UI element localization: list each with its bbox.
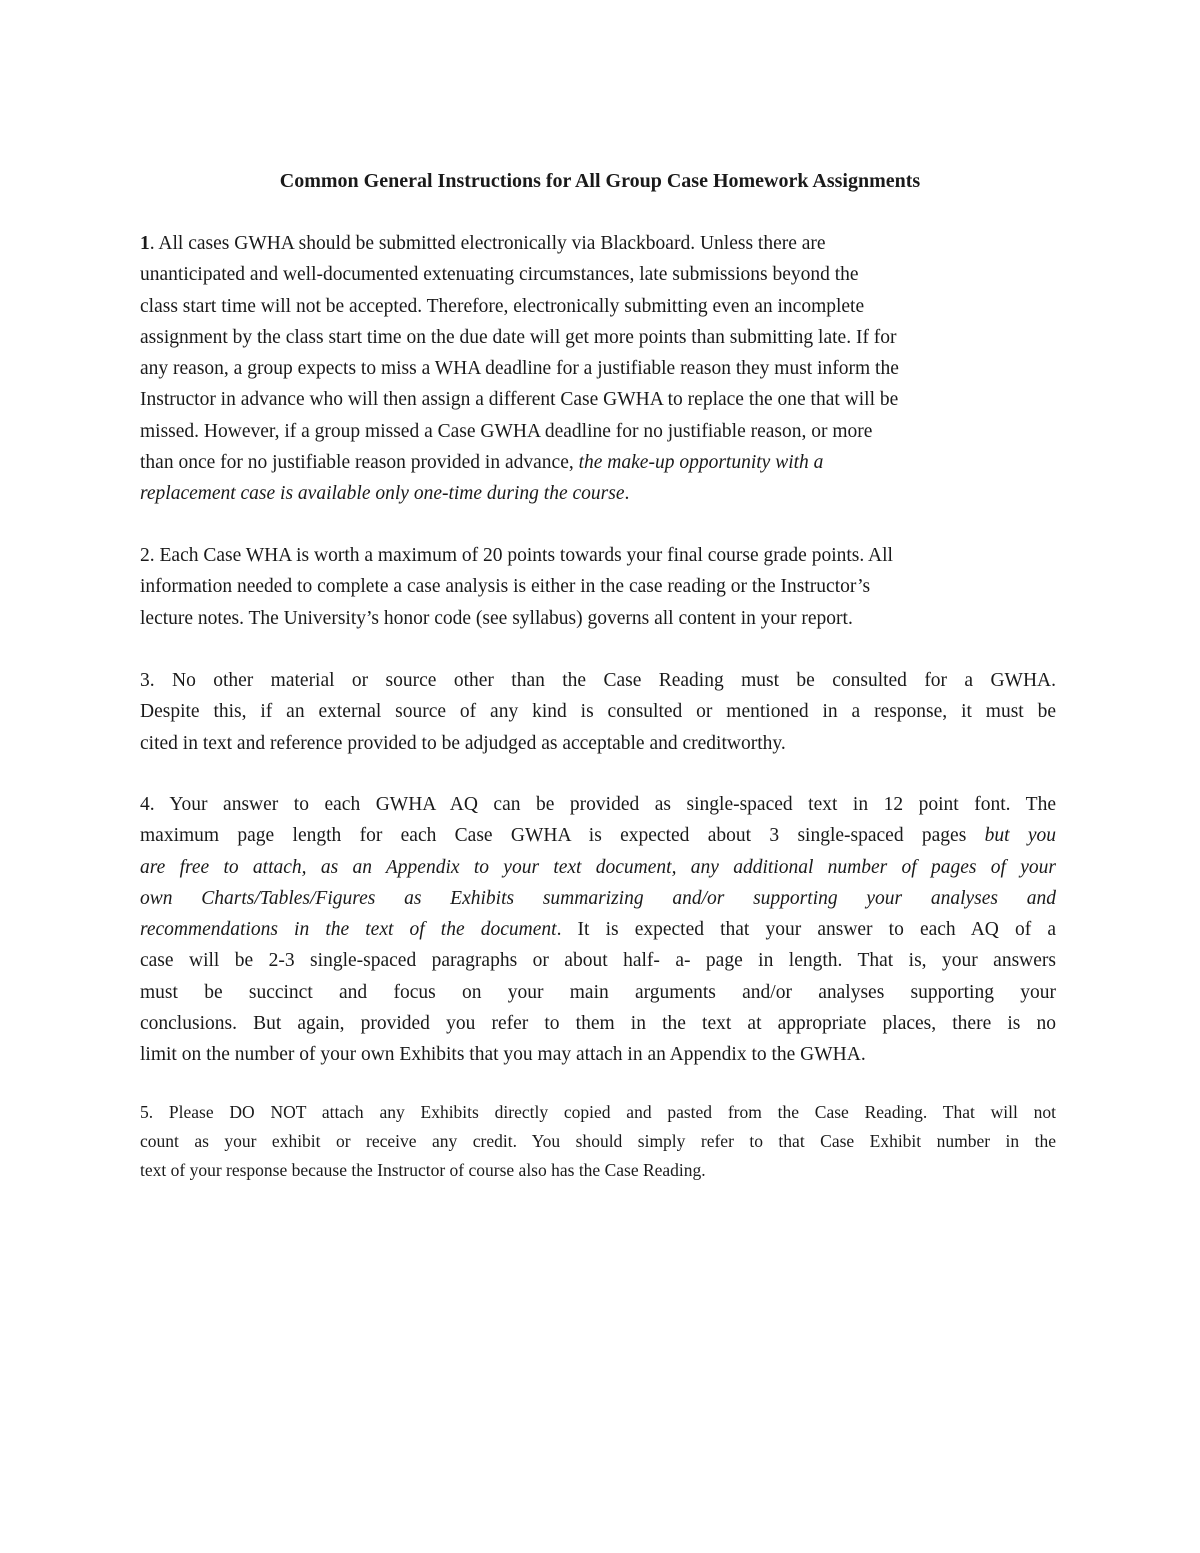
text-line: [140, 322, 1056, 353]
document-title: Common General Instructions for All Group Case Homework Assignments: [279, 170, 921, 192]
text-segment: text of your response because the Instructor of course also has the Case Reading.: [140, 1160, 706, 1180]
text-line: [140, 977, 1056, 1008]
text-line: [140, 384, 1056, 415]
text-line: [140, 353, 1056, 384]
text-line: [140, 571, 1056, 602]
text-line: [140, 852, 1056, 883]
text-line: [140, 665, 1056, 696]
text-line: [140, 696, 1056, 727]
paragraph-4-length: [140, 789, 1056, 1070]
text-segment: assignment by the class start time on the due date will get more points than submitting late. If for: [140, 326, 897, 348]
text-segment: 4. Your answer to each GWHA AQ can be provided as single-spaced text in 12 point font. The: [140, 794, 1056, 815]
text-line: [140, 416, 1056, 447]
italic-text: but you: [984, 825, 1057, 847]
text-segment: . It is expected that your answer to each AQ of a: [556, 919, 1056, 940]
text-segment: 3. No other material or source other than the Case Reading must be consulted for a GWHA.: [140, 670, 1056, 691]
bold-text: 1: [140, 233, 150, 254]
text-segment: conclusions. But again, provided you refer to them in the text at appropriate places, there is no: [140, 1012, 1056, 1034]
text-line: [140, 1039, 1056, 1070]
text-line: [140, 789, 1056, 820]
text-line: [140, 883, 1056, 914]
text-line: [140, 603, 1056, 634]
italic-text: recommendations in the text of the document: [140, 919, 557, 940]
italic-text: replacement case is available only one-time during the course: [140, 483, 625, 504]
text-line: [140, 447, 1056, 478]
text-segment: information needed to complete a case analysis is either in the case reading or the Instructor’s: [140, 576, 871, 598]
text-segment: missed. However, if a group missed a Case GWHA deadline for no justifiable reason, or more: [140, 420, 873, 442]
text-line: [140, 914, 1056, 945]
paragraph-2-points: [140, 540, 1056, 634]
text-segment: 2. Each Case WHA is worth a maximum of 20 points towards your final course grade points. All: [140, 545, 893, 566]
text-segment: limit on the number of your own Exhibits that you may attach in an Appendix to the GWHA.: [140, 1044, 866, 1065]
text-segment: .: [624, 483, 630, 504]
text-segment: must be succinct and focus on your main arguments and/or analyses supporting your: [140, 981, 1056, 1003]
text-line: [140, 540, 1056, 571]
text-line: [140, 1156, 1056, 1185]
italic-text: are free to attach, as an Appendix to your text document, any additional number of pages of your: [140, 856, 1056, 878]
text-segment: lecture notes. The University’s honor code (see syllabus) governs all content in your report.: [140, 607, 853, 629]
paragraph-5-exhibits: [140, 1098, 1056, 1185]
text-segment: class start time will not be accepted. Therefore, electronically submitting even an incomplete: [140, 295, 865, 317]
text-segment: 5. Please DO NOT attach any Exhibits directly copied and pasted from the Case Reading. That will not: [140, 1102, 1056, 1122]
text-line: [140, 728, 1056, 759]
text-segment: . All cases GWHA should be submitted electronically via Blackboard. Unless there are: [149, 233, 826, 254]
text-line: [140, 945, 1056, 976]
paragraph-1-submission: [140, 228, 1056, 509]
text-segment: count as your exhibit or receive any credit. You should simply refer to that Case Exhibit number in the: [140, 1131, 1056, 1151]
text-segment: any reason, a group expects to miss a WHA deadline for a justifiable reason they must inform the: [140, 358, 899, 379]
text-line: [140, 1098, 1056, 1127]
text-line: [140, 478, 1056, 509]
text-segment: case will be 2-3 single-spaced paragraphs or about half- a- page in length. That is, your answers: [140, 950, 1056, 972]
text-segment: Despite this, if an external source of any kind is consulted or mentioned in a response, it must be: [140, 701, 1056, 723]
text-line: [140, 291, 1056, 322]
text-line: [140, 1008, 1056, 1039]
text-segment: unanticipated and well-documented extenuating circumstances, late submissions beyond the: [140, 264, 859, 286]
paragraph-3-sources: [140, 665, 1056, 759]
text-segment: cited in text and reference provided to be adjudged as acceptable and creditworthy.: [140, 732, 786, 754]
text-line: [140, 1127, 1056, 1156]
text-line: [140, 259, 1056, 290]
italic-text: own Charts/Tables/Figures as Exhibits summarizing and/or supporting your analyses and: [140, 887, 1056, 909]
text-segment: maximum page length for each Case GWHA is expected about 3 single-spaced pages: [140, 825, 985, 847]
text-line: [140, 820, 1056, 851]
text-line: [140, 228, 1056, 259]
text-segment: than once for no justifiable reason provided in advance,: [140, 451, 579, 473]
text-segment: Instructor in advance who will then assign a different Case GWHA to replace the one that will be: [140, 389, 899, 411]
italic-text: the make-up opportunity with a: [578, 451, 824, 473]
